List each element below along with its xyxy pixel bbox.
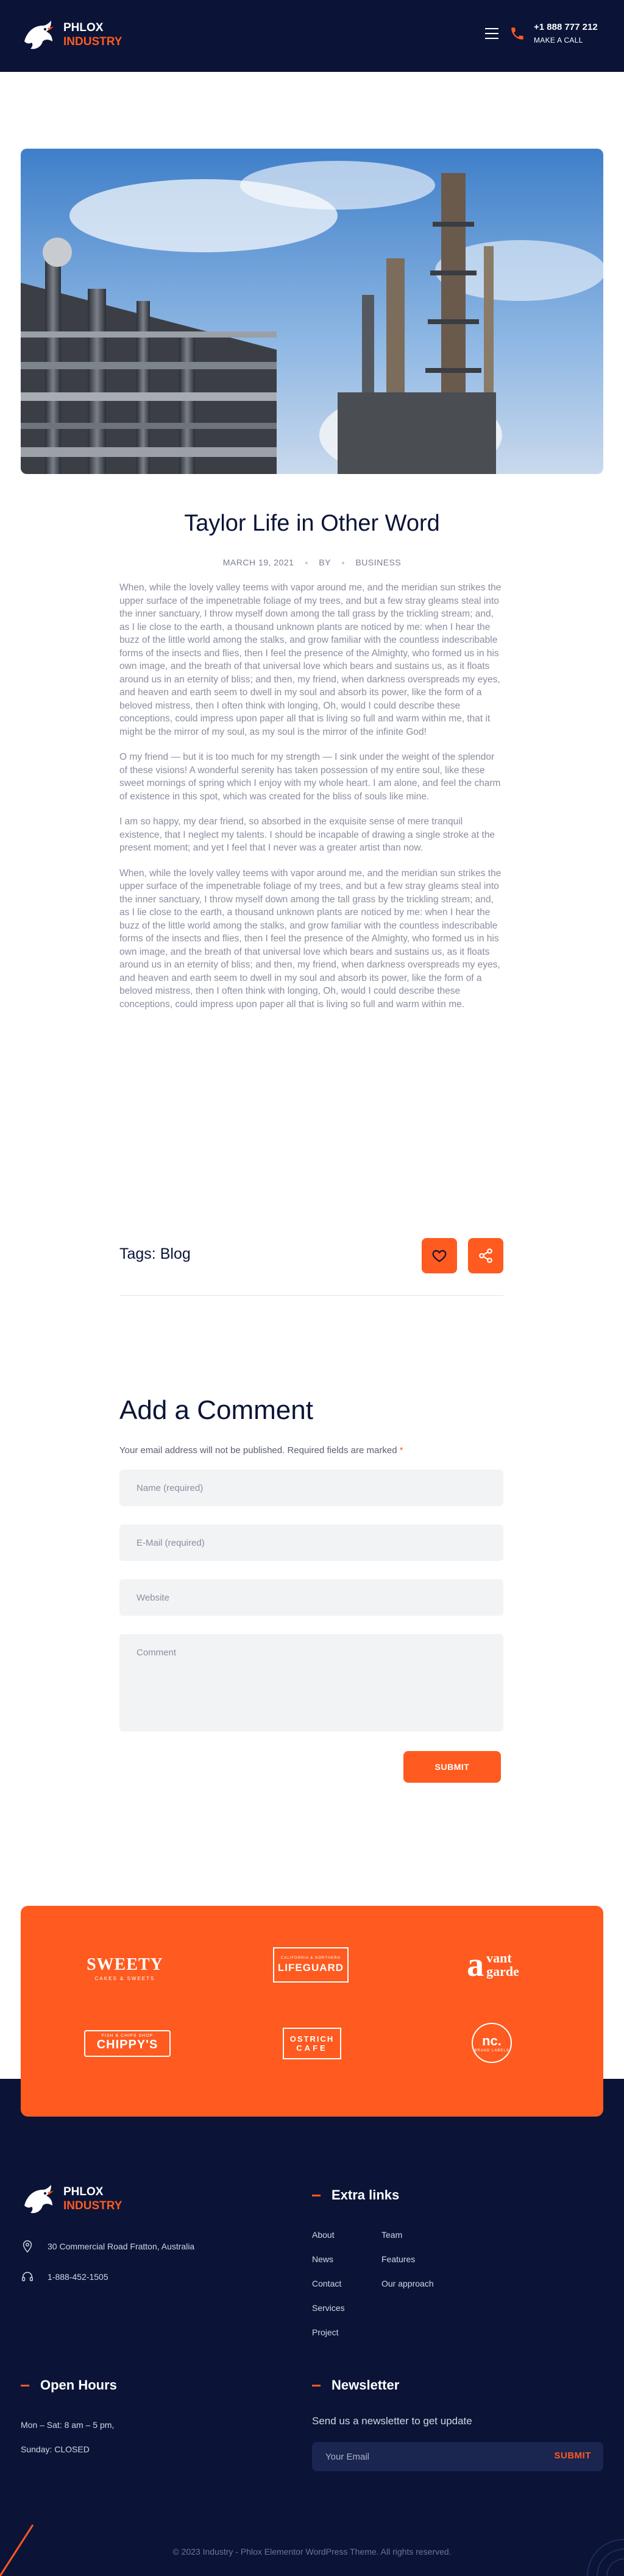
newsletter-email-input[interactable] <box>312 2442 531 2471</box>
footer-link-team[interactable]: Team <box>381 2230 403 2240</box>
partner-logo-ostrich-cafe[interactable] <box>283 2028 341 2059</box>
partner-avant-garde: garde <box>486 1964 519 1979</box>
partner-sweety-name: SWEETY <box>87 1955 163 1974</box>
meta-separator <box>342 562 344 564</box>
hours-sunday: Sunday: CLOSED <box>21 2444 90 2454</box>
required-mark: * <box>399 1445 403 1456</box>
partner-logo-chippys[interactable] <box>84 2030 171 2057</box>
partner-logo-avant-garde[interactable] <box>447 1944 539 1986</box>
heading-dash <box>312 2385 321 2387</box>
newsletter-heading <box>312 2377 399 2393</box>
logo-text <box>63 21 122 49</box>
footer-address <box>21 2240 194 2253</box>
post-date[interactable]: MARCH 19, 2021 <box>222 557 294 567</box>
footer-phone-text[interactable]: 1-888-452-1505 <box>48 2272 108 2282</box>
newsletter-text: Send us a newsletter to get update <box>312 2415 472 2427</box>
post-content <box>119 581 503 1023</box>
footer-logo-line2: INDUSTRY <box>63 2199 122 2212</box>
heart-icon <box>431 1248 447 1264</box>
logo-line2: INDUSTRY <box>63 35 122 48</box>
decorative-stroke <box>0 2522 37 2576</box>
partner-avant-a: a <box>467 1946 484 1984</box>
heading-dash <box>21 2385 29 2387</box>
site-header <box>0 0 624 72</box>
footer-logo-text <box>63 2185 122 2213</box>
like-button[interactable] <box>422 1238 457 1273</box>
partner-nc-name: nc. <box>482 2033 502 2048</box>
website-field[interactable] <box>119 1579 503 1616</box>
post-meta <box>0 557 624 567</box>
open-hours-title: Open Hours <box>40 2377 117 2393</box>
partner-avant-vant: vant <box>486 1950 512 1966</box>
eagle-logo-icon <box>21 17 56 52</box>
name-field[interactable] <box>119 1470 503 1506</box>
decorative-pattern <box>581 2516 624 2576</box>
submit-comment-button[interactable]: SUBMIT <box>403 1751 501 1783</box>
post-paragraph: I am so happy, my dear friend, so absorbed in the exquisite sense of mere tranquil existence, that I neglect my talents. I should be incapable of drawing a single stroke at the present moment; and yet I feel that I never was a greater artist than now. <box>119 816 495 853</box>
phone-icon[interactable] <box>509 26 525 41</box>
footer-link-our-approach[interactable]: Our approach <box>381 2279 434 2288</box>
partner-lifeguard-name: LIFEGUARD <box>277 1961 344 1973</box>
make-a-call-label: MAKE A CALL <box>534 36 583 44</box>
tag-link[interactable]: Blog <box>160 1245 191 1262</box>
logo-line1: PHLOX <box>63 21 104 34</box>
header-phone-number[interactable]: +1 888 777 212 <box>534 22 598 32</box>
partner-chippys-name: CHIPPY'S <box>96 2038 158 2051</box>
post-category[interactable]: BUSINESS <box>355 557 402 567</box>
share-button[interactable] <box>468 1238 503 1273</box>
menu-icon[interactable] <box>485 28 498 39</box>
post-author-label: BY <box>319 557 331 567</box>
meta-separator <box>305 562 308 564</box>
footer-link-news[interactable]: News <box>312 2254 334 2264</box>
extra-links-title: Extra links <box>332 2187 400 2203</box>
partner-logo-sweety[interactable] <box>79 1950 171 1986</box>
footer-logo-line1: PHLOX <box>63 2185 104 2198</box>
heading-dash <box>312 2195 321 2196</box>
partner-nc-sub: BRAND LABELS <box>474 2049 509 2053</box>
email-field[interactable] <box>119 1524 503 1561</box>
post-paragraph: O my friend — but it is too much for my strength — I sink under the weight of the splendor of these visions! A wonderful serenity has taken possession of my entire soul, like these sweet mornings of spring which I enjoy with my whole heart. I am alone, and feel the charm of existence in this spot, which was created for the bliss of souls like mine. <box>119 752 501 802</box>
partner-chippys-top: FISH & CHIPS SHOP <box>101 2034 154 2038</box>
location-pin-icon <box>21 2240 34 2253</box>
post-paragraph: When, while the lovely valley teems with vapor around me, and the meridian sun strikes the upper surface of the impenetrable foliage of my trees, and but a few stray gleams steal into the inner sanctuary, I throw myself down among the tall grass by the trickling stream; and, as I lie close to the earth, a thousand unknown plants are noticed by me: when I hear the buzz of the little world among the stalks, and grow familiar with the countless indescribable forms of the insects and flies, then I feel the presence of the Almighty, who formed us in his own image, and the breath of that universal love which bears and sustains us, as it floats around us in an eternity of bliss; and then, my friend, when darkness overspreads my eyes, and heaven and earth seem to dwell in my soul and absorb its power, like the form of a beloved mistress, then I often think with longing, Oh, would I could describe these conceptions, could impress upon paper all that is living so full and warm within me, that it might be the mirror of my soul, as my soul is the mirror of the infinite God! <box>119 582 502 737</box>
footer-logo[interactable] <box>21 2181 122 2217</box>
partner-logo-nc[interactable] <box>472 2023 512 2063</box>
comment-note <box>119 1445 403 1456</box>
post-tags <box>119 1245 191 1263</box>
comment-field[interactable] <box>119 1634 503 1732</box>
site-logo[interactable] <box>21 17 122 52</box>
footer-phone[interactable] <box>21 2270 108 2284</box>
tags-label: Tags: <box>119 1245 156 1262</box>
footer-link-project[interactable]: Project <box>312 2327 339 2337</box>
share-icon <box>478 1248 494 1264</box>
newsletter-title: Newsletter <box>332 2377 400 2393</box>
copyright-text: © 2023 Industry - Phlox Elementor WordPress Theme. All rights reserved. <box>172 2547 452 2557</box>
footer-link-about[interactable]: About <box>312 2230 335 2240</box>
partner-lifeguard-top: CALIFORNIA & NORTHERN <box>281 1956 341 1960</box>
eagle-logo-icon <box>21 2181 56 2217</box>
partner-ostrich-line1: OSTRICH <box>289 2034 335 2043</box>
post-paragraph: When, while the lovely valley teems with vapor around me, and the meridian sun strikes the upper surface of the impenetrable foliage of my trees, and but a few stray gleams steal into the inner sanctuary, I throw myself down among the tall grass by the trickling stream; and, as I lie close to the earth, a thousand unknown plants are noticed by me: when I hear the buzz of the little world among the stalks, and grow familiar with the countless indescribable forms of the insects and flies, then I feel the presence of the Almighty, who formed us in his own image, and the breath of that universal love which bears and sustains us, as it floats around us in an eternity of bliss; and then, my friend, when darkness overspreads my eyes, and heaven and earth seem to dwell in my soul and absorb its power, like the form of a beloved mistress, then I often think with longing, Oh, would I could describe these conceptions, could impress upon paper all that is living so full and warm within me. <box>119 868 502 1010</box>
headset-icon <box>21 2270 34 2284</box>
partner-logos-banner <box>21 1906 603 2117</box>
footer-link-features[interactable]: Features <box>381 2254 416 2264</box>
footer-link-services[interactable]: Services <box>312 2303 345 2313</box>
comment-note-text: Your email address will not be published. Required fields are marked <box>119 1445 397 1456</box>
comment-section-title: Add a Comment <box>119 1395 313 1425</box>
post-title: Taylor Life in Other Word <box>184 511 440 536</box>
hours-weekday: Mon – Sat: 8 am – 5 pm, <box>21 2420 115 2430</box>
newsletter-form <box>312 2442 603 2471</box>
partner-logo-lifeguard[interactable] <box>273 1947 349 1983</box>
call-block[interactable] <box>534 22 598 44</box>
post-featured-image <box>21 149 603 474</box>
partner-sweety-sub: CAKES & SWEETS <box>94 1975 155 1981</box>
footer-link-contact[interactable]: Contact <box>312 2279 342 2288</box>
partner-ostrich-line2: CAFE <box>296 2043 328 2053</box>
extra-links-heading <box>312 2187 399 2203</box>
section-divider <box>119 1295 503 1296</box>
open-hours-heading <box>21 2377 117 2393</box>
footer-address-text: 30 Commercial Road Fratton, Australia <box>48 2242 195 2251</box>
newsletter-submit-button[interactable]: SUBMIT <box>554 2450 591 2461</box>
